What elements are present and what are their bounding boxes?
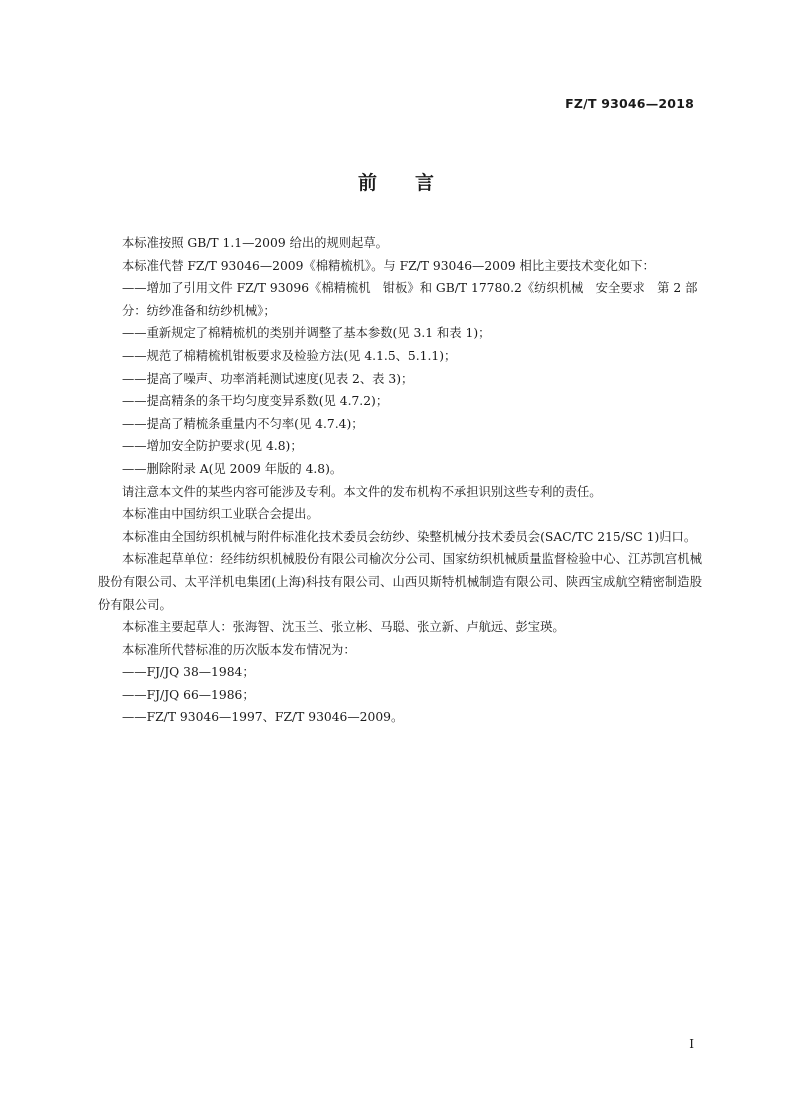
- standard-number: FZ/T 93046—2018: [565, 96, 694, 111]
- paragraph-patent-notice: 请注意本文件的某些内容可能涉及专利。本文件的发布机构不承担识别这些专利的责任。: [122, 484, 602, 499]
- change-item: ——提高精条的条干均匀度变异系数(见 4.7.2)；: [122, 394, 389, 409]
- page-number: I: [689, 1037, 694, 1051]
- history-item: ——FJ/JQ 38—1984；: [122, 665, 255, 680]
- change-item: ——增加安全防护要求(见 4.8)；: [122, 439, 303, 454]
- change-item: ——增加了引用文件 FZ/T 93096《棉精梳机 钳板》和 GB/T 17780.2《纺织机械 安全要求 第 2 部分：纺纱准备和纺纱机械》；: [122, 281, 698, 318]
- paragraph-drafting-rules: 本标准按照 GB/T 1.1—2009 给出的规则起草。: [122, 236, 388, 250]
- change-item: ——重新规定了棉精梳机的类别并调整了基本参数(见 3.1 和表 1)；: [122, 326, 491, 341]
- document-body: [98, 232, 702, 729]
- paragraph-drafters: 本标准主要起草人：张海智、沈玉兰、张立彬、马聪、张立新、卢航远、彭宝瑛。: [122, 620, 565, 635]
- change-item: ——提高了噪声、功率消耗测试速度(见表 2、表 3)；: [122, 371, 414, 386]
- change-item: ——提高了精梳条重量内不匀率(见 4.7.4)；: [122, 416, 364, 431]
- page-title: 前言: [357, 172, 472, 194]
- paragraph-history-intro: 本标准所代替标准的历次版本发布情况为：: [122, 642, 356, 657]
- paragraph-committee: 本标准由全国纺织机械与附件标准化技术委员会纺纱、染整机械分技术委员会(SAC/TC 215/SC 1)归口。: [122, 529, 697, 544]
- paragraph-replacement: 本标准代替 FZ/T 93046—2009《棉精梳机》。与 FZ/T 93046—2009 相比主要技术变化如下：: [122, 258, 655, 273]
- paragraph-drafting-units: 本标准起草单位：经纬纺织机械股份有限公司榆次分公司、国家纺织机械质量监督检验中心、江苏凯宫机械股份有限公司、太平洋机电集团(上海)科技有限公司、山西贝斯特机械制造有限公司、陕西宝成航空精密制造股份有限公司。: [98, 552, 702, 612]
- change-item: ——规范了棉精梳机钳板要求及检验方法(见 4.1.5、5.1.1)；: [122, 348, 457, 363]
- change-item: ——删除附录 A(见 2009 年版的 4.8)。: [122, 461, 343, 476]
- history-item: ——FJ/JQ 66—1986；: [122, 687, 255, 702]
- paragraph-proposer: 本标准由中国纺织工业联合会提出。: [122, 507, 319, 522]
- history-item: ——FZ/T 93046—1997、FZ/T 93046—2009。: [122, 710, 404, 725]
